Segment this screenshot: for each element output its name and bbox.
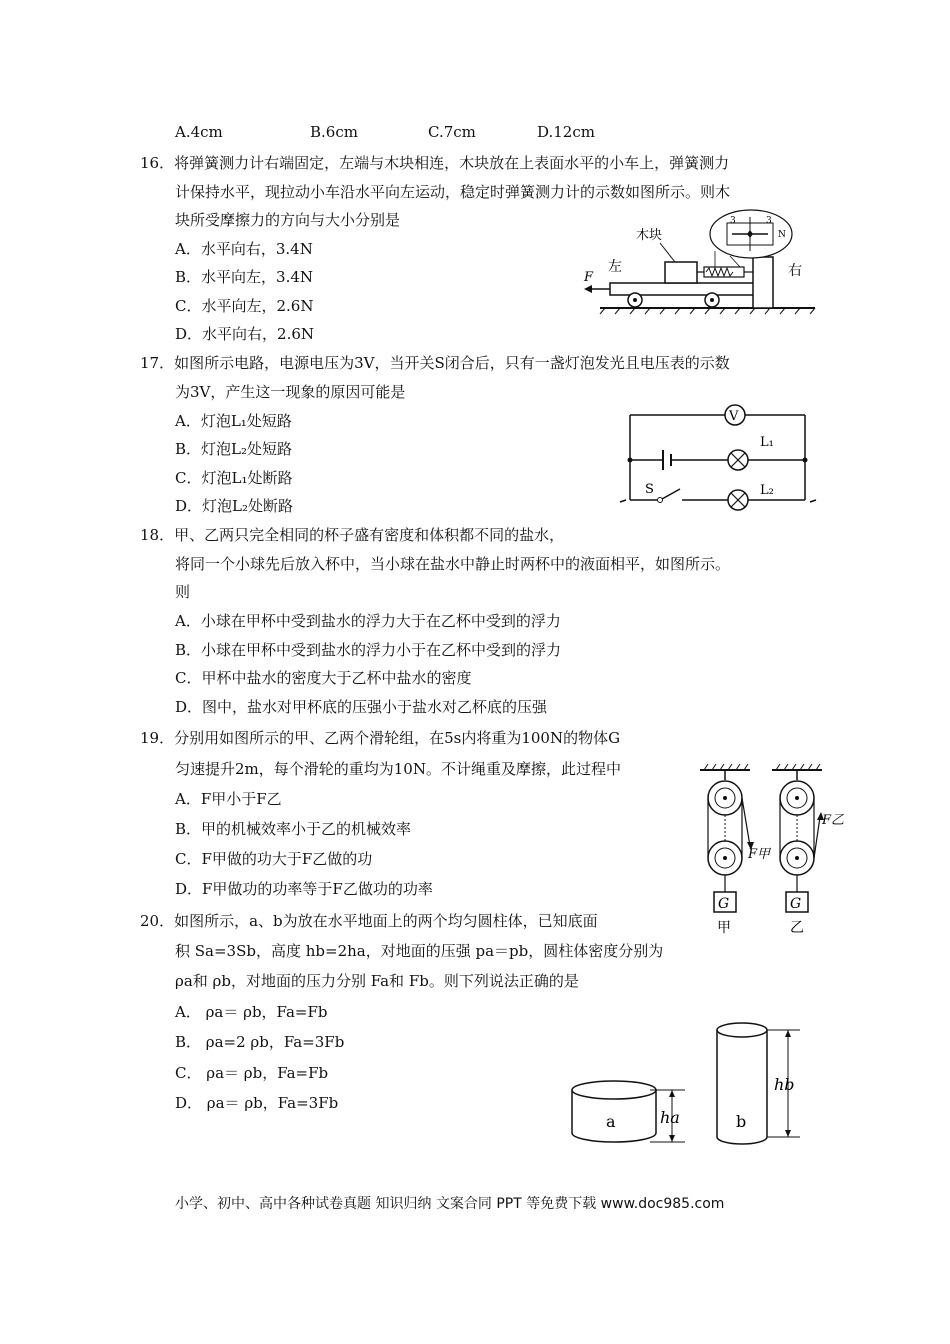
- q18-stem-line1: 18．甲、乙两只完全相同的杯子盛有密度和体积都不同的盐水，: [140, 526, 565, 544]
- q19-g-label-jia: G: [718, 896, 730, 912]
- svg-text:3: 3: [730, 216, 736, 226]
- q17-switch-label: S: [645, 482, 654, 497]
- q19-stem-line1: 19．分别用如图所示的甲、乙两个滑轮组，在5s内将重为100N的物体G: [140, 729, 621, 747]
- q15-option-b: B.6cm: [310, 123, 358, 141]
- q19-g-label-yi: G: [790, 896, 802, 912]
- q19-option-d: D．F甲做功的功率等于F乙做功的功率: [175, 880, 433, 898]
- q16-stem-line2: 计保持水平，现拉动小车沿水平向左运动，稳定时弹簧测力计的示数如图所示。则木: [175, 183, 731, 201]
- q20-option-c: C． ρa＝ ρb，Fa=Fb: [175, 1064, 329, 1082]
- q20-stem-line3: ρa和 ρb，对地面的压力分别 Fa和 Fb。则下列说法正确的是: [175, 972, 579, 990]
- q18-option-a: A．小球在甲杯中受到盐水的浮力大于在乙杯中受到的浮力: [175, 612, 561, 630]
- q18-option-b: B．小球在甲杯中受到盐水的浮力小于在乙杯中受到的浮力: [175, 641, 562, 659]
- q16-option-d: D．水平向右，2.6N: [175, 325, 315, 343]
- q15-option-c: C.7cm: [428, 123, 476, 141]
- q19-figure-pulleys: [690, 762, 860, 940]
- q17-option-a: A．灯泡L₁处短路: [175, 412, 292, 430]
- q19-f-yi-label: F乙: [822, 813, 845, 828]
- q15-option-d: D.12cm: [537, 123, 595, 141]
- q16-stem-line1: 16．将弹簧测力计右端固定，左端与木块相连，木块放在上表面水平的小车上，弹簧测力: [140, 154, 730, 172]
- q19-option-c: C．F甲做的功大于F乙做的功: [175, 850, 373, 868]
- q20-option-a: A． ρa＝ ρb，Fa=Fb: [175, 1003, 328, 1021]
- q19-option-b: B．甲的机械效率小于乙的机械效率: [175, 820, 412, 838]
- q18-stem-line2: 将同一个小球先后放入杯中，当小球在盐水中静止时两杯中的液面相平，如图所示。: [175, 555, 731, 573]
- q17-l1-label: L₁: [760, 435, 774, 450]
- q20-option-d: D． ρa＝ ρb，Fa=3Fb: [175, 1094, 339, 1112]
- q17-stem-line2: 为3V，产生这一现象的原因可能是: [175, 383, 406, 401]
- q19-stem-line2: 匀速提升2m，每个滑轮的重均为10N。不计绳重及摩擦，此过程中: [175, 760, 621, 778]
- q20-figure-cylinders: [560, 1015, 810, 1155]
- q16-block-label: 木块: [636, 228, 663, 243]
- q16-option-c: C．水平向左，2.6N: [175, 297, 314, 315]
- q16-option-a: A．水平向右，3.4N: [175, 240, 313, 258]
- q19-jia-label: 甲: [717, 920, 731, 936]
- q19-option-a: A．F甲小于F乙: [175, 790, 282, 808]
- q20-stem-line2: 积 Sa=3Sb，高度 hb=2ha，对地面的压强 pa＝pb，圆柱体密度分别为: [175, 942, 664, 960]
- q17-l2-label: L₂: [760, 483, 774, 498]
- q17-figure-circuit: [610, 400, 820, 520]
- q19-yi-label: 乙: [790, 920, 804, 936]
- q20-b-label: b: [736, 1112, 747, 1131]
- q18-stem-line3: 则: [175, 583, 191, 601]
- q17-option-d: D．灯泡L₂处断路: [175, 497, 294, 515]
- svg-text:N: N: [778, 230, 786, 240]
- svg-text:3: 3: [766, 216, 772, 226]
- q20-ha-label: ha: [660, 1108, 680, 1127]
- q16-right-label: 右: [788, 263, 802, 279]
- q17-option-c: C．灯泡L₁处断路: [175, 469, 293, 487]
- q18-option-c: C．甲杯中盐水的密度大于乙杯中盐水的密度: [175, 669, 472, 687]
- page-footer: 小学、初中、高中各种试卷真题 知识归纳 文案合同 PPT 等免费下载 www.doc985.com: [175, 1196, 725, 1212]
- q16-left-label: 左: [608, 259, 622, 275]
- q16-figure-cart-spring: [580, 205, 820, 317]
- q19-f-jia-label: F甲: [748, 847, 771, 862]
- q20-a-label: a: [606, 1112, 616, 1131]
- q16-force-label: F: [584, 270, 594, 285]
- q17-option-b: B．灯泡L₂处短路: [175, 440, 292, 458]
- q17-stem-line1: 17．如图所示电路，电源电压为3V，当开关S闭合后，只有一盏灯泡发光且电压表的示数: [140, 354, 730, 372]
- q15-option-a: A.4cm: [175, 123, 223, 141]
- q16-stem-line3: 块所受摩擦力的方向与大小分别是: [175, 211, 401, 229]
- q20-hb-label: hb: [774, 1075, 795, 1094]
- q16-option-b: B．水平向左，3.4N: [175, 268, 314, 286]
- q17-voltmeter-label: V: [729, 409, 739, 424]
- q18-option-d: D．图中，盐水对甲杯底的压强小于盐水对乙杯底的压强: [175, 698, 548, 716]
- q20-stem-line1: 20．如图所示，a、b为放在水平地面上的两个均匀圆柱体，已知底面: [140, 912, 598, 930]
- q20-option-b: B． ρa=2 ρb，Fa=3Fb: [175, 1033, 345, 1051]
